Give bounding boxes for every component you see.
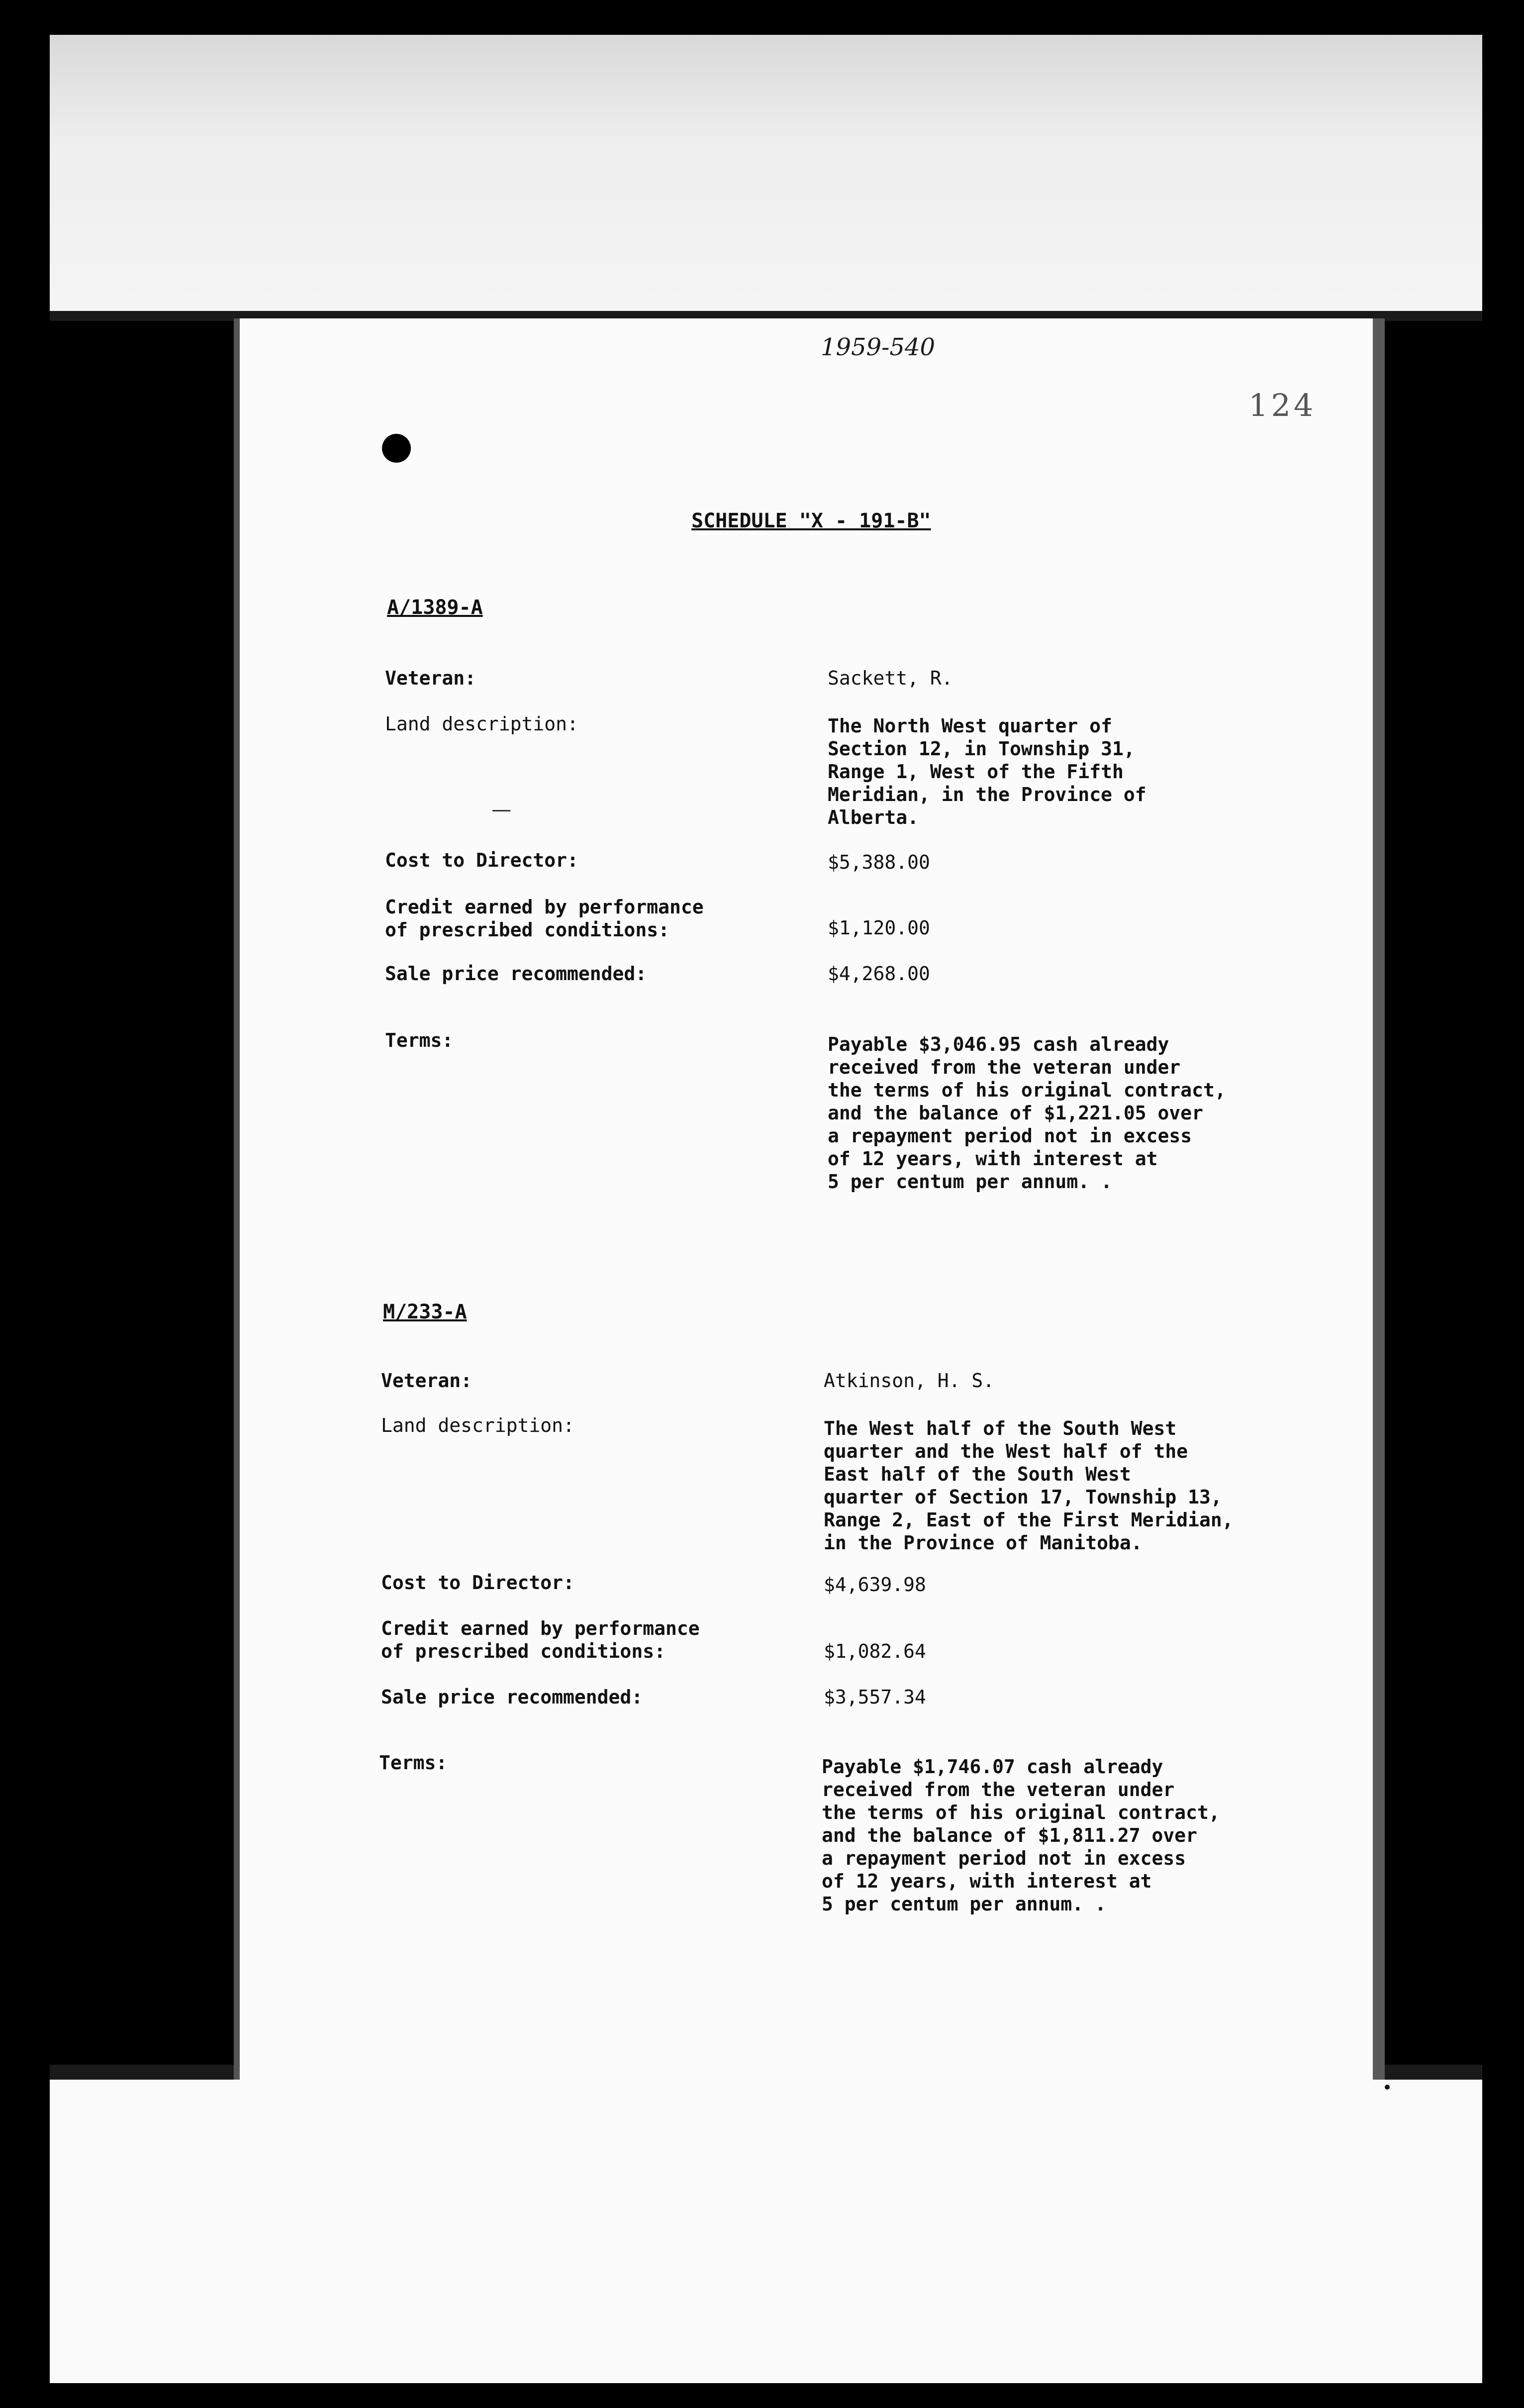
file-number: M/233-A bbox=[383, 1301, 467, 1323]
page-number-stamp: 124 bbox=[1248, 387, 1317, 423]
scan-speck bbox=[1385, 2085, 1390, 2090]
terms-label: Terms: bbox=[379, 1752, 448, 1774]
page-edge-shadow bbox=[234, 318, 240, 2080]
credit-value: $1,082.64 bbox=[824, 1640, 926, 1662]
veteran-label: Veteran: bbox=[381, 1370, 473, 1392]
handwritten-reference: 1959-540 bbox=[821, 333, 935, 361]
sale-price-value: $4,268.00 bbox=[828, 963, 930, 985]
cost-value: $4,639.98 bbox=[824, 1574, 926, 1596]
terms-label: Terms: bbox=[385, 1029, 454, 1051]
sale-price-value: $3,557.34 bbox=[824, 1686, 926, 1708]
terms-text: Payable $1,746.07 cash already received from the veteran under the terms of his original contract, and the balance of $1,811.27 over a repayment period not in excess of 12 years, with interest at 5 per centum per annum. . bbox=[822, 1756, 1220, 1915]
cost-label: Cost to Director: bbox=[385, 849, 578, 871]
schedule-heading: SCHEDULE "X - 191-B" bbox=[691, 509, 931, 532]
land-description-label: Land description: bbox=[385, 713, 578, 735]
stray-mark bbox=[492, 810, 510, 811]
sale-price-label: Sale price recommended: bbox=[381, 1686, 643, 1708]
punch-hole bbox=[382, 434, 411, 463]
scanner-lower-area bbox=[50, 2080, 1482, 2383]
cost-value: $5,388.00 bbox=[828, 851, 930, 873]
credit-label: Credit earned by performance of prescribed conditions: bbox=[381, 1617, 700, 1662]
land-description-label: Land description: bbox=[381, 1414, 574, 1436]
land-description: The West half of the South West quarter and the West half of the East half of the South West quarter of Section 17, Township 13, Range 2, East of the First Meridian, in the Province of Manitoba. bbox=[824, 1417, 1234, 1554]
scanner-backdrop bbox=[50, 35, 1482, 313]
veteran-name: Atkinson, H. S. bbox=[824, 1370, 995, 1392]
sale-price-label: Sale price recommended: bbox=[385, 963, 647, 985]
file-number: A/1389-A bbox=[387, 596, 483, 619]
veteran-name: Sackett, R. bbox=[828, 667, 953, 689]
land-description: The North West quarter of Section 12, in Township 31, Range 1, West of the Fifth Meridian, in the Province of Alberta. bbox=[828, 715, 1146, 828]
terms-text: Payable $3,046.95 cash already received from the veteran under the terms of his original contract, and the balance of $1,221.05 over a repayment period not in excess of 12 years, with interest at 5 per centum per annum. . bbox=[828, 1033, 1226, 1193]
credit-label: Credit earned by performance of prescribed conditions: bbox=[385, 896, 704, 941]
veteran-label: Veteran: bbox=[385, 667, 476, 689]
cost-label: Cost to Director: bbox=[381, 1572, 574, 1594]
credit-value: $1,120.00 bbox=[828, 917, 930, 939]
